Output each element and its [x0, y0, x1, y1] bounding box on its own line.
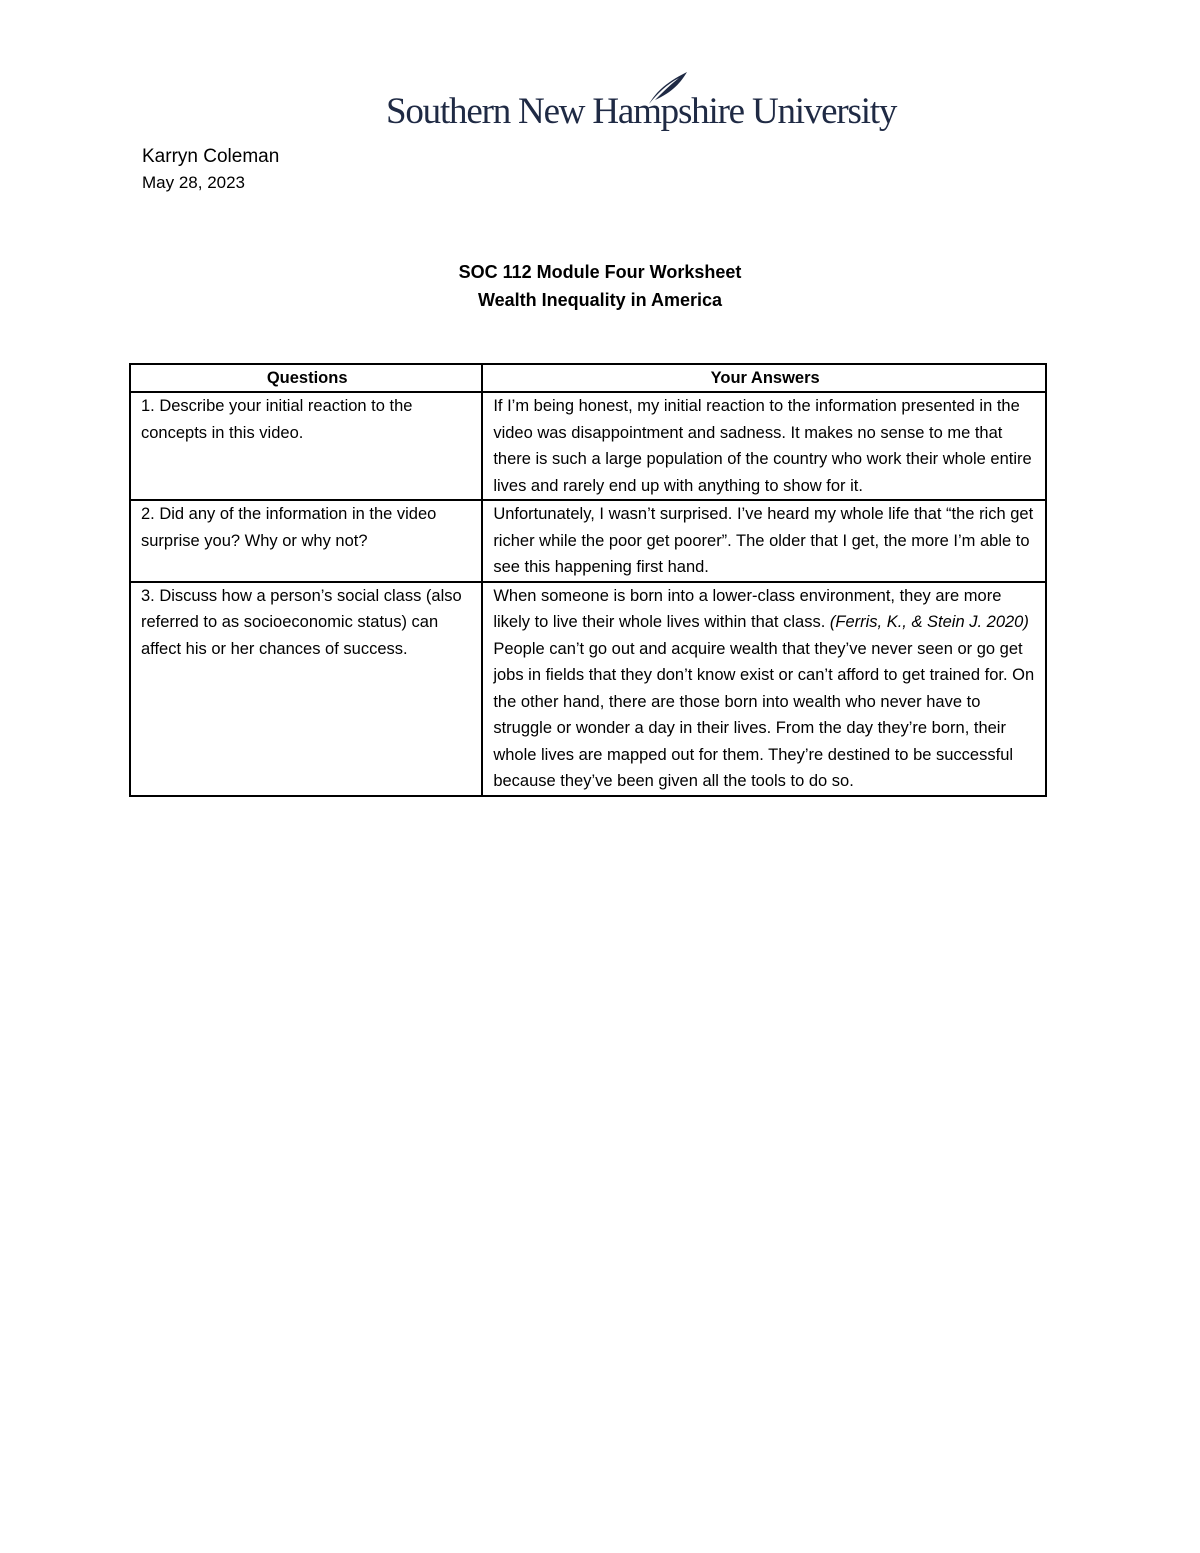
citation: (Ferris, K., & Stein J. 2020) [829, 613, 1029, 631]
worksheet-subtitle: Wealth Inequality in America [477, 290, 723, 310]
answer-cell: If I’m being honest, my initial reaction to the information presented in the video was disappointment and sadness. It makes no sense to me that there is such a large population of the country who work their whole entire lives and rarely end up with anything to show for it. [482, 392, 1046, 500]
worksheet-title: SOC 112 Module Four Worksheet [458, 262, 742, 282]
answer-cell: Unfortunately, I wasn’t surprised. I’ve heard my whole life that “the rich get richer while the poor get poorer”. The older that I get, the more I’m able to see this happening first hand. [482, 500, 1046, 582]
table-row [130, 582, 1046, 796]
column-header-questions: Questions [130, 364, 482, 392]
table-row [130, 392, 1046, 500]
submission-date: May 28, 2023 [142, 173, 246, 192]
worksheet-table [129, 363, 1047, 797]
table-header-row [130, 364, 1046, 392]
logo-text: Southern New Hampshire University [386, 91, 897, 132]
question-cell: 2. Did any of the information in the video surprise you? Why or why not? [130, 500, 482, 582]
answer-text: People can’t go out and acquire wealth that they’ve never seen or go get jobs in fields that they don’t know exist or can’t afford to get trained for. On the other hand, there are those born into wealth who never have to struggle or wonder a day in their lives. From the day they’re born, their whole lives are mapped out for them. They’re destined to be successful because they’ve been given all the tools to do so. [493, 639, 1035, 790]
author-name: Karryn Coleman [142, 146, 280, 167]
column-header-answers: Your Answers [482, 364, 1046, 392]
university-logo [386, 70, 897, 140]
author-block [142, 144, 279, 196]
worksheet-heading [0, 258, 1200, 314]
table-row [130, 500, 1046, 582]
answer-text: When someone is born into a lower-class environment, they are more likely to live their whole lives within that class. [493, 586, 1002, 631]
question-cell: 3. Discuss how a person’s social class (also referred to as socioeconomic status) can affect his or her chances of success. [130, 582, 482, 796]
question-cell: 1. Describe your initial reaction to the concepts in this video. [130, 392, 482, 500]
answer-cell [482, 582, 1046, 796]
